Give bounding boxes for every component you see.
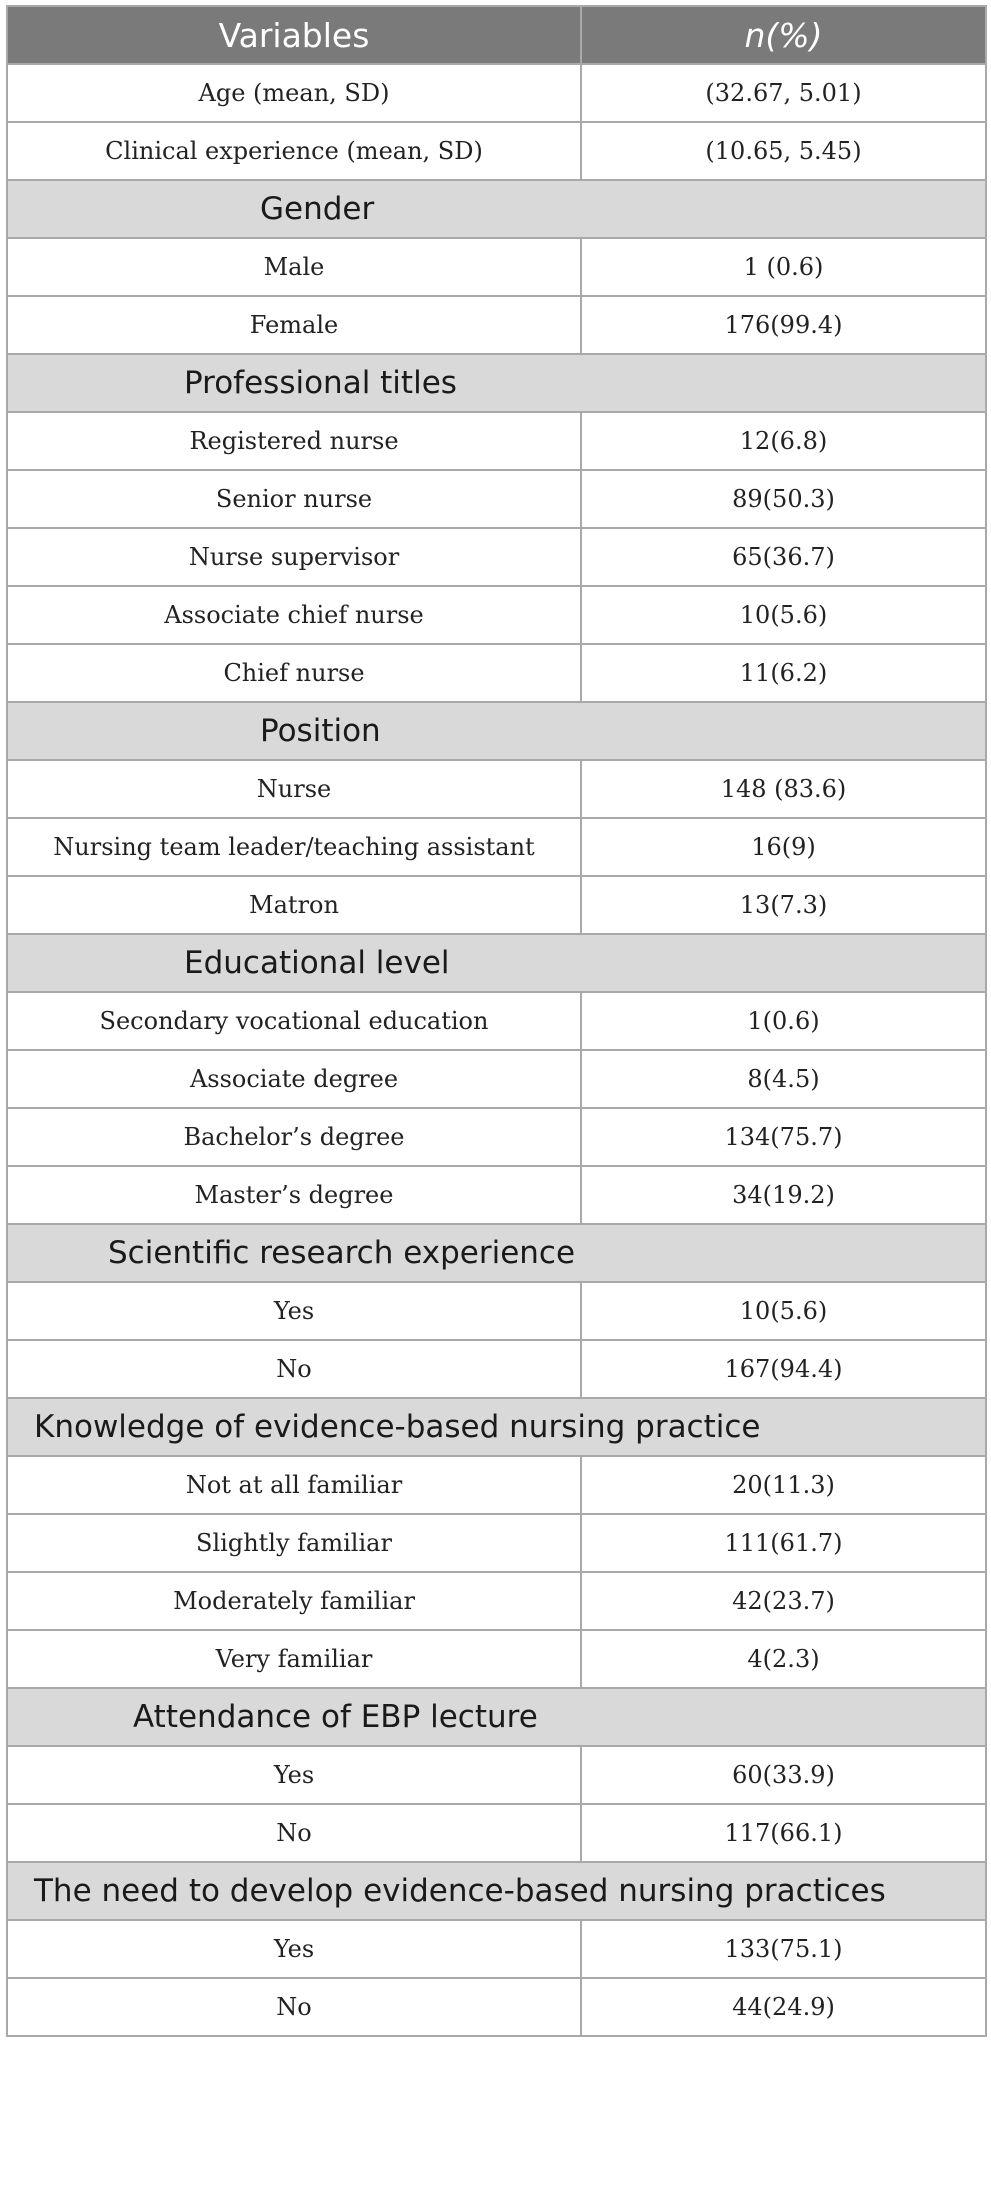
row-value: 65(36.7) xyxy=(581,528,986,586)
header-n-percent: n(%) xyxy=(581,6,986,64)
row-label: Yes xyxy=(7,1282,581,1340)
section-header-knowledge-ebp xyxy=(7,1398,986,1456)
table-row xyxy=(7,1746,986,1804)
row-value: 20(11.3) xyxy=(581,1456,986,1514)
table-row xyxy=(7,586,986,644)
table-row xyxy=(7,238,986,296)
section-title: Scientific research experience xyxy=(108,1235,576,1271)
table-row xyxy=(7,992,986,1050)
row-value: 10(5.6) xyxy=(581,1282,986,1340)
row-value: 12(6.8) xyxy=(581,412,986,470)
row-value: 10(5.6) xyxy=(581,586,986,644)
row-label: Nursing team leader/teaching assistant xyxy=(7,818,581,876)
section-header-need-to-develop-ebp xyxy=(7,1862,986,1920)
table-row xyxy=(7,1804,986,1862)
section-header-educational-level xyxy=(7,934,986,992)
header-variables: Variables xyxy=(7,6,581,64)
row-value: 8(4.5) xyxy=(581,1050,986,1108)
row-value: 133(75.1) xyxy=(581,1920,986,1978)
section-title: Professional titles xyxy=(184,365,457,401)
section-title: The need to develop evidence-based nursing practices xyxy=(34,1873,886,1909)
table-row xyxy=(7,122,986,180)
table-row xyxy=(7,528,986,586)
row-label: Matron xyxy=(7,876,581,934)
section-title: Attendance of EBP lecture xyxy=(133,1699,538,1735)
table-row xyxy=(7,296,986,354)
row-label: Slightly familiar xyxy=(7,1514,581,1572)
row-label: Nurse supervisor xyxy=(7,528,581,586)
row-label: Nurse xyxy=(7,760,581,818)
table-row xyxy=(7,876,986,934)
table-row xyxy=(7,644,986,702)
row-label: Female xyxy=(7,296,581,354)
row-value: 1(0.6) xyxy=(581,992,986,1050)
row-label: Not at all familiar xyxy=(7,1456,581,1514)
row-value: (32.67, 5.01) xyxy=(581,64,986,122)
row-label: Age (mean, SD) xyxy=(7,64,581,122)
table-row xyxy=(7,1514,986,1572)
demographics-table xyxy=(6,5,987,2037)
table-row xyxy=(7,818,986,876)
row-value: 13(7.3) xyxy=(581,876,986,934)
table-row xyxy=(7,1340,986,1398)
table-header xyxy=(7,6,986,64)
row-value: 4(2.3) xyxy=(581,1630,986,1688)
row-label: Yes xyxy=(7,1920,581,1978)
section-header-professional-titles xyxy=(7,354,986,412)
table-row xyxy=(7,1050,986,1108)
row-value: 34(19.2) xyxy=(581,1166,986,1224)
row-value: 176(99.4) xyxy=(581,296,986,354)
row-value: 89(50.3) xyxy=(581,470,986,528)
row-label: Secondary vocational education xyxy=(7,992,581,1050)
row-label: No xyxy=(7,1978,581,2036)
row-value: 1 (0.6) xyxy=(581,238,986,296)
row-label: Moderately familiar xyxy=(7,1572,581,1630)
table-row xyxy=(7,1978,986,2036)
section-title: Position xyxy=(260,713,381,749)
table-row xyxy=(7,470,986,528)
section-header-gender xyxy=(7,180,986,238)
row-label: Associate degree xyxy=(7,1050,581,1108)
section-title: Gender xyxy=(260,191,375,227)
table-row xyxy=(7,1572,986,1630)
row-value: 111(61.7) xyxy=(581,1514,986,1572)
row-label: Bachelor’s degree xyxy=(7,1108,581,1166)
table-row xyxy=(7,412,986,470)
row-value: (10.65, 5.45) xyxy=(581,122,986,180)
section-title: Educational level xyxy=(184,945,450,981)
section-title: Knowledge of evidence-based nursing practice xyxy=(34,1409,761,1445)
row-value: 16(9) xyxy=(581,818,986,876)
row-value: 134(75.7) xyxy=(581,1108,986,1166)
table-row xyxy=(7,1282,986,1340)
row-value: 148 (83.6) xyxy=(581,760,986,818)
row-label: Very familiar xyxy=(7,1630,581,1688)
table-row xyxy=(7,760,986,818)
row-value: 167(94.4) xyxy=(581,1340,986,1398)
table-row xyxy=(7,1630,986,1688)
table-row xyxy=(7,1166,986,1224)
row-value: 117(66.1) xyxy=(581,1804,986,1862)
row-label: Registered nurse xyxy=(7,412,581,470)
table-row xyxy=(7,1108,986,1166)
row-value: 44(24.9) xyxy=(581,1978,986,2036)
row-label: Male xyxy=(7,238,581,296)
row-label: Chief nurse xyxy=(7,644,581,702)
row-value: 11(6.2) xyxy=(581,644,986,702)
row-label: No xyxy=(7,1340,581,1398)
section-header-position xyxy=(7,702,986,760)
table-row xyxy=(7,1920,986,1978)
row-label: Clinical experience (mean, SD) xyxy=(7,122,581,180)
row-label: No xyxy=(7,1804,581,1862)
table-row xyxy=(7,64,986,122)
row-label: Master’s degree xyxy=(7,1166,581,1224)
row-value: 42(23.7) xyxy=(581,1572,986,1630)
row-label: Senior nurse xyxy=(7,470,581,528)
header-row xyxy=(7,6,986,64)
row-value: 60(33.9) xyxy=(581,1746,986,1804)
table-body xyxy=(7,64,986,2036)
row-label: Associate chief nurse xyxy=(7,586,581,644)
section-header-scientific-research xyxy=(7,1224,986,1282)
row-label: Yes xyxy=(7,1746,581,1804)
table-row xyxy=(7,1456,986,1514)
section-header-ebp-lecture xyxy=(7,1688,986,1746)
